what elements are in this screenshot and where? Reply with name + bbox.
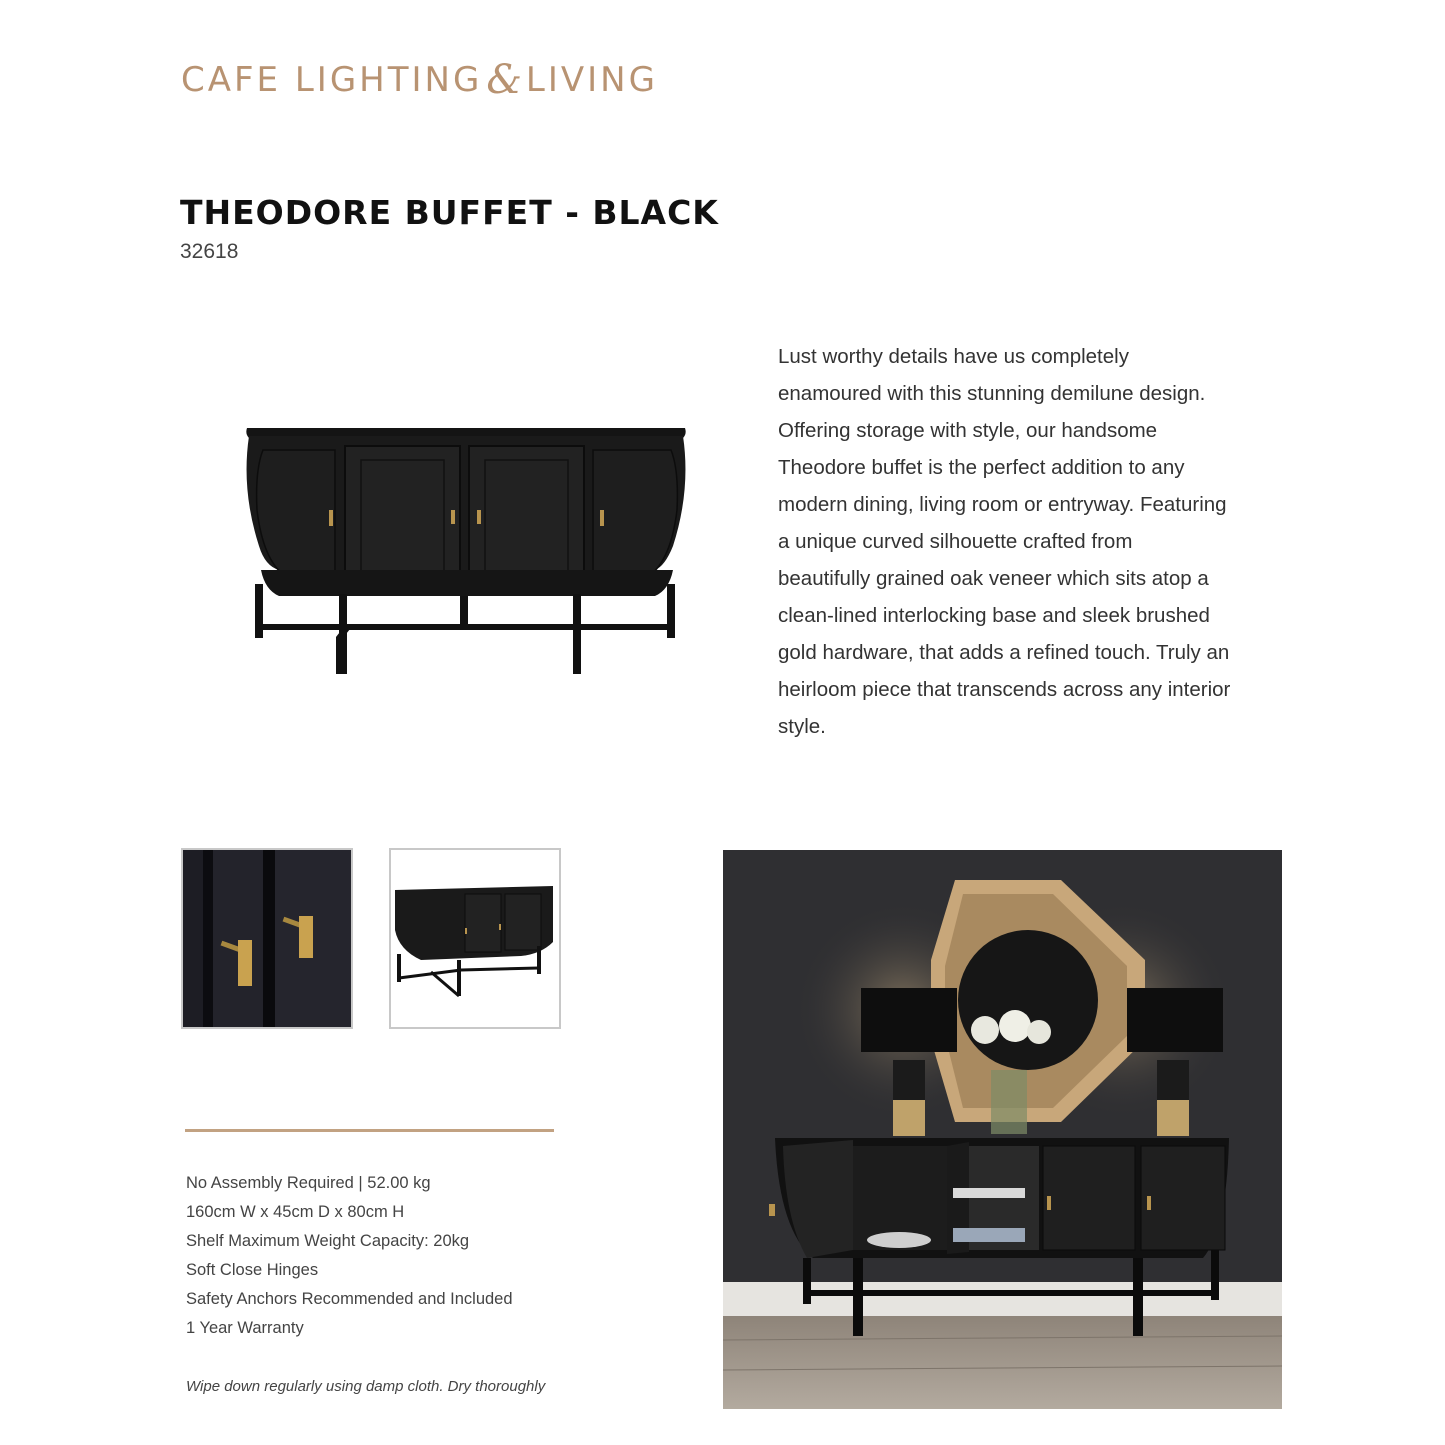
product-description [778,338,1258,745]
spec-item: No Assembly Required | 52.00 kg [186,1174,431,1192]
section-divider [185,1129,554,1132]
spec-item: Shelf Maximum Weight Capacity: 20kg [186,1232,470,1250]
thumbnail-angled-view[interactable] [389,848,561,1029]
description-line: gold hardware, that adds a refined touch. Truly an [778,641,1230,664]
description-line: beautifully grained oak veneer which sits atop a [778,567,1209,590]
description-line: modern dining, living room or entryway. Featuring [778,493,1227,516]
brand-ampersand: & [486,57,522,103]
description-line: clean-lined interlocking base and sleek brushed [778,604,1210,627]
description-line: Offering storage with style, our handsome [778,419,1158,442]
spec-item: Safety Anchors Recommended and Included [186,1290,513,1308]
brand-logo [181,56,658,104]
hero-product-image [235,370,700,690]
thumbnail-handle-closeup[interactable] [181,848,353,1029]
description-line: Theodore buffet is the perfect addition to any [778,456,1185,479]
brand-name-right: LIVING [525,60,658,100]
handle-closeup-illustration [183,850,351,1027]
spec-item: 160cm W x 45cm D x 80cm H [186,1203,405,1221]
description-line: Lust worthy details have us completely [778,345,1129,368]
brand-name-left: CAFE LIGHTING [181,60,483,100]
description-line: enamoured with this stunning demilune design. [778,382,1206,405]
product-specs [186,1169,513,1343]
description-line: heirloom piece that transcends across any interior [778,678,1231,701]
product-title: THEODORE BUFFET - BLACK [180,193,719,232]
buffet-illustration [235,370,700,690]
description-line: a unique curved silhouette crafted from [778,530,1133,553]
product-sku: 32618 [180,240,239,263]
angled-buffet-illustration [391,850,559,1027]
spec-item: Soft Close Hinges [186,1261,319,1279]
description-line: style. [778,715,826,738]
care-instructions: Wipe down regularly using damp cloth. Dry thoroughly [186,1378,546,1395]
spec-item: 1 Year Warranty [186,1319,304,1337]
styled-room-illustration [723,850,1282,1409]
lifestyle-image [723,850,1282,1409]
